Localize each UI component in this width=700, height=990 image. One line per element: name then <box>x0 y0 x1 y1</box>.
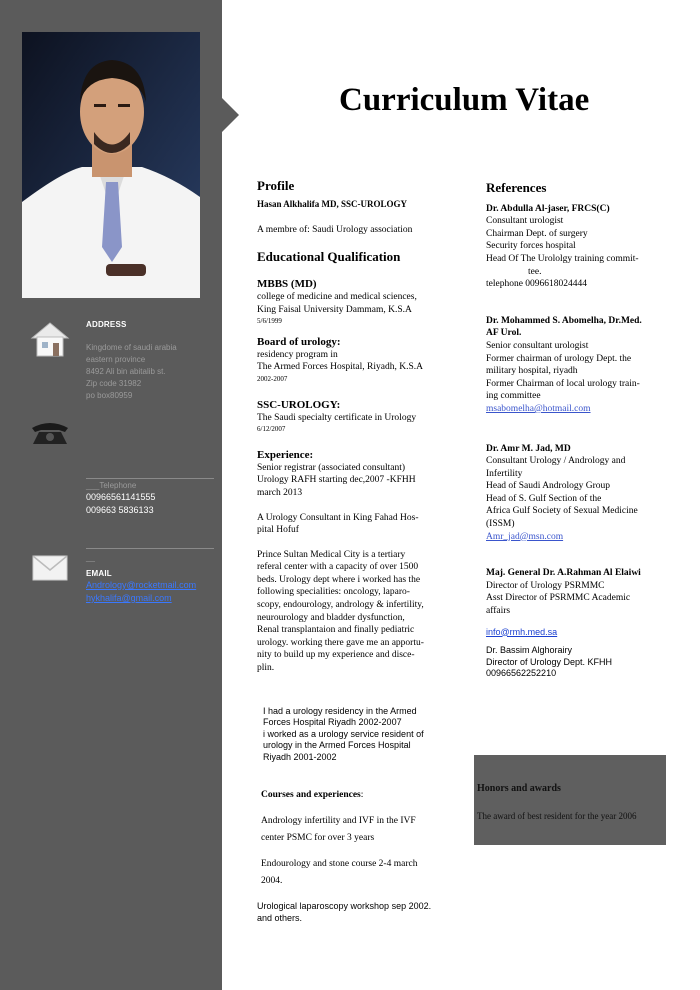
education-title: Board of urology: <box>257 336 341 349</box>
reference-entry <box>486 443 676 544</box>
experience-line: scopy, endourology, andrology & infertility, <box>257 600 424 611</box>
education-line: residency program in <box>257 349 338 360</box>
phone-number: 00966561141555 <box>86 492 156 502</box>
courses-heading-text: Courses and experiences <box>261 790 361 800</box>
education-line: The Armed Forces Hospital, Riyadh, K.S.A <box>257 362 423 373</box>
email-dash: __ <box>86 553 95 562</box>
course-line: 2004. <box>261 876 283 886</box>
course-line: Endourology and stone course 2-4 march <box>261 859 418 869</box>
sidebar-notch <box>222 98 239 132</box>
residency-line: Riyadh 2001-2002 <box>263 751 337 762</box>
divider <box>86 478 214 479</box>
email-link[interactable]: Andrology@rocketmail.com <box>86 580 197 590</box>
reference-name: Dr. Mohammed S. Abomelha, Dr.Med. <box>486 315 642 326</box>
main-column <box>257 180 462 675</box>
courses-heading-suffix: : <box>360 790 364 800</box>
divider <box>86 548 214 549</box>
reference-line: Former Chairman of local urology train- <box>486 378 640 389</box>
course-item <box>257 901 462 924</box>
education-item <box>257 399 462 434</box>
address-label: ADDRESS <box>86 320 127 329</box>
reference-line: Head of S. Gulf Section of the <box>486 493 602 504</box>
experience-line: A Urology Consultant in King Fahad Hos- <box>257 512 419 523</box>
experience-line: urology. working there gave me an apportu- <box>257 637 424 648</box>
reference-entry <box>486 645 676 679</box>
education-line: The Saudi specialty certificate in Urology <box>257 412 417 423</box>
profile-photo <box>22 32 200 298</box>
experience-line: beds. Urology dept where i worked has the <box>257 574 421 585</box>
profile-heading: Profile <box>257 178 295 193</box>
courses-section <box>261 787 466 890</box>
course-line: and others. <box>257 912 303 923</box>
address-line: Zip code 31982 <box>86 379 142 388</box>
reference-line: Africa Gulf Society of Sexual Medicine <box>486 506 638 517</box>
course-item <box>261 856 466 890</box>
experience-section <box>257 449 462 675</box>
envelope-icon <box>32 555 68 586</box>
education-heading: Educational Qualification <box>257 248 401 264</box>
reference-line: telephone 0096618024444 <box>486 279 588 290</box>
education-title: SSC-UROLOGY: <box>257 398 341 411</box>
address-line: Kingdome of saudi arabia <box>86 343 177 352</box>
experience-line: march 2013 <box>257 487 303 498</box>
reference-line: Chairman Dept. of surgery <box>486 228 588 239</box>
reference-line: Infertility <box>486 468 523 479</box>
reference-line: Security forces hospital <box>486 241 576 252</box>
references-column <box>486 182 676 679</box>
address-line: 8492 Ali bin abitalib st. <box>86 367 166 376</box>
education-item <box>257 336 462 384</box>
reference-line: affairs <box>486 606 511 617</box>
reference-entry <box>486 315 676 416</box>
reference-line: tee. <box>528 266 542 277</box>
experience-line: Prince Sultan Medical City is a tertiary <box>257 549 406 560</box>
email-link[interactable]: hykhalifa@gmail.com <box>86 593 172 603</box>
house-icon <box>30 320 70 363</box>
reference-line: Senior consultant urologist <box>486 340 589 351</box>
course-item <box>261 813 466 847</box>
email-links <box>86 579 196 605</box>
experience-line: neurourology and bladder dysfunction, <box>257 612 405 623</box>
reference-line: Director of Urology PSRMMC <box>486 580 605 591</box>
experience-line: Urology RAFH starting dec,2007 -KFHH <box>257 475 416 486</box>
residency-line: Forces Hospital Riyadh 2002-2007 <box>263 717 402 728</box>
reference-line: Consultant Urology / Andrology and <box>486 456 626 467</box>
residency-line: i worked as a urology service resident of <box>263 728 424 739</box>
reference-name: Dr. Amr M. Jad, MD <box>486 443 571 454</box>
experience-line: pital Hofuf <box>257 525 299 536</box>
reference-line: military hospital, riyadh <box>486 366 578 377</box>
reference-entry <box>486 567 676 639</box>
residency-line: urology in the Armed Forces Hospital <box>263 740 411 751</box>
reference-entry <box>486 203 676 291</box>
references-heading: References <box>486 180 547 195</box>
reference-line: Consultant urologist <box>486 216 564 227</box>
telephone-icon <box>29 420 71 451</box>
experience-line: Renal transplantaion and finally pediatric <box>257 625 415 636</box>
telephone-label: ___Telephone <box>86 481 137 490</box>
education-line: King Faisal University Dammam, K.S.A <box>257 304 412 315</box>
education-line: college of medicine and medical sciences, <box>257 291 417 302</box>
education-title: MBBS (MD) <box>257 278 317 291</box>
address-line: po box80959 <box>86 391 133 400</box>
reference-line: Asst Director of PSRMMC Academic <box>486 593 631 604</box>
courses-heading <box>261 787 466 804</box>
reference-name: AF Urol. <box>486 328 522 339</box>
honors-text: The award of best resident for the year 2006 <box>477 811 637 821</box>
email-label: EMAIL <box>86 569 112 578</box>
honors-heading: Honors and awards <box>477 783 561 794</box>
reference-name: Dr. Abdulla Al-jaser, FRCS(C) <box>486 203 610 214</box>
experience-heading: Experience: <box>257 449 314 462</box>
experience-line: plin. <box>257 663 275 674</box>
education-item <box>257 278 462 326</box>
education-date: 6/12/2007 <box>257 425 286 434</box>
address-block <box>86 342 177 402</box>
education-date: 5/6/1999 <box>257 317 282 326</box>
reference-line: (ISSM) <box>486 519 515 530</box>
profile-name: Hasan Alkhalifa MD, SSC-UROLOGY <box>257 198 408 209</box>
education-date: 2002-2007 <box>257 374 288 383</box>
profile-membership: A membre of: Saudi Urology association <box>257 225 413 236</box>
reference-email[interactable]: Amr_jad@msn.com <box>486 531 564 542</box>
experience-line: Senior registrar (associated consultant) <box>257 462 405 473</box>
reference-email[interactable]: msabomelha@hotmail.com <box>486 403 591 414</box>
course-line: Andrology infertility and IVF in the IVF <box>261 816 416 826</box>
experience-line: following specialities: oncology, laparo- <box>257 587 410 598</box>
reference-line: 00966562252210 <box>486 668 557 679</box>
telephone-numbers <box>86 491 155 517</box>
address-line: eastern province <box>86 355 146 364</box>
reference-line: Head of Saudi Andrology Group <box>486 481 611 492</box>
reference-line: ing committee <box>486 391 541 402</box>
reference-email[interactable]: info@rmh.med.sa <box>486 626 558 637</box>
experience-line: nity to build up my experience and disce- <box>257 650 415 661</box>
reference-line: Director of Urology Dept. KFHH <box>486 656 613 667</box>
residency-line: I had a urology residency in the Armed <box>263 706 417 716</box>
course-line: center PSMC for over 3 years <box>261 833 375 843</box>
honors-box <box>474 755 666 845</box>
reference-name: Maj. General Dr. A.Rahman Al Elaiwi <box>486 568 641 579</box>
reference-line: Dr. Bassim Alghorairy <box>486 645 573 656</box>
page-title: Curriculum Vitae <box>339 82 590 118</box>
course-line: Urological laparoscopy workshop sep 2002. <box>257 901 432 911</box>
phone-number: 009663 5836133 <box>86 505 154 515</box>
residency-note <box>263 706 463 763</box>
experience-line: referal center with a capacity of over 1500 <box>257 562 419 573</box>
reference-line: Head Of The Urololgy training commit- <box>486 253 639 264</box>
reference-line: Former chairman of urology Dept. the <box>486 353 632 364</box>
